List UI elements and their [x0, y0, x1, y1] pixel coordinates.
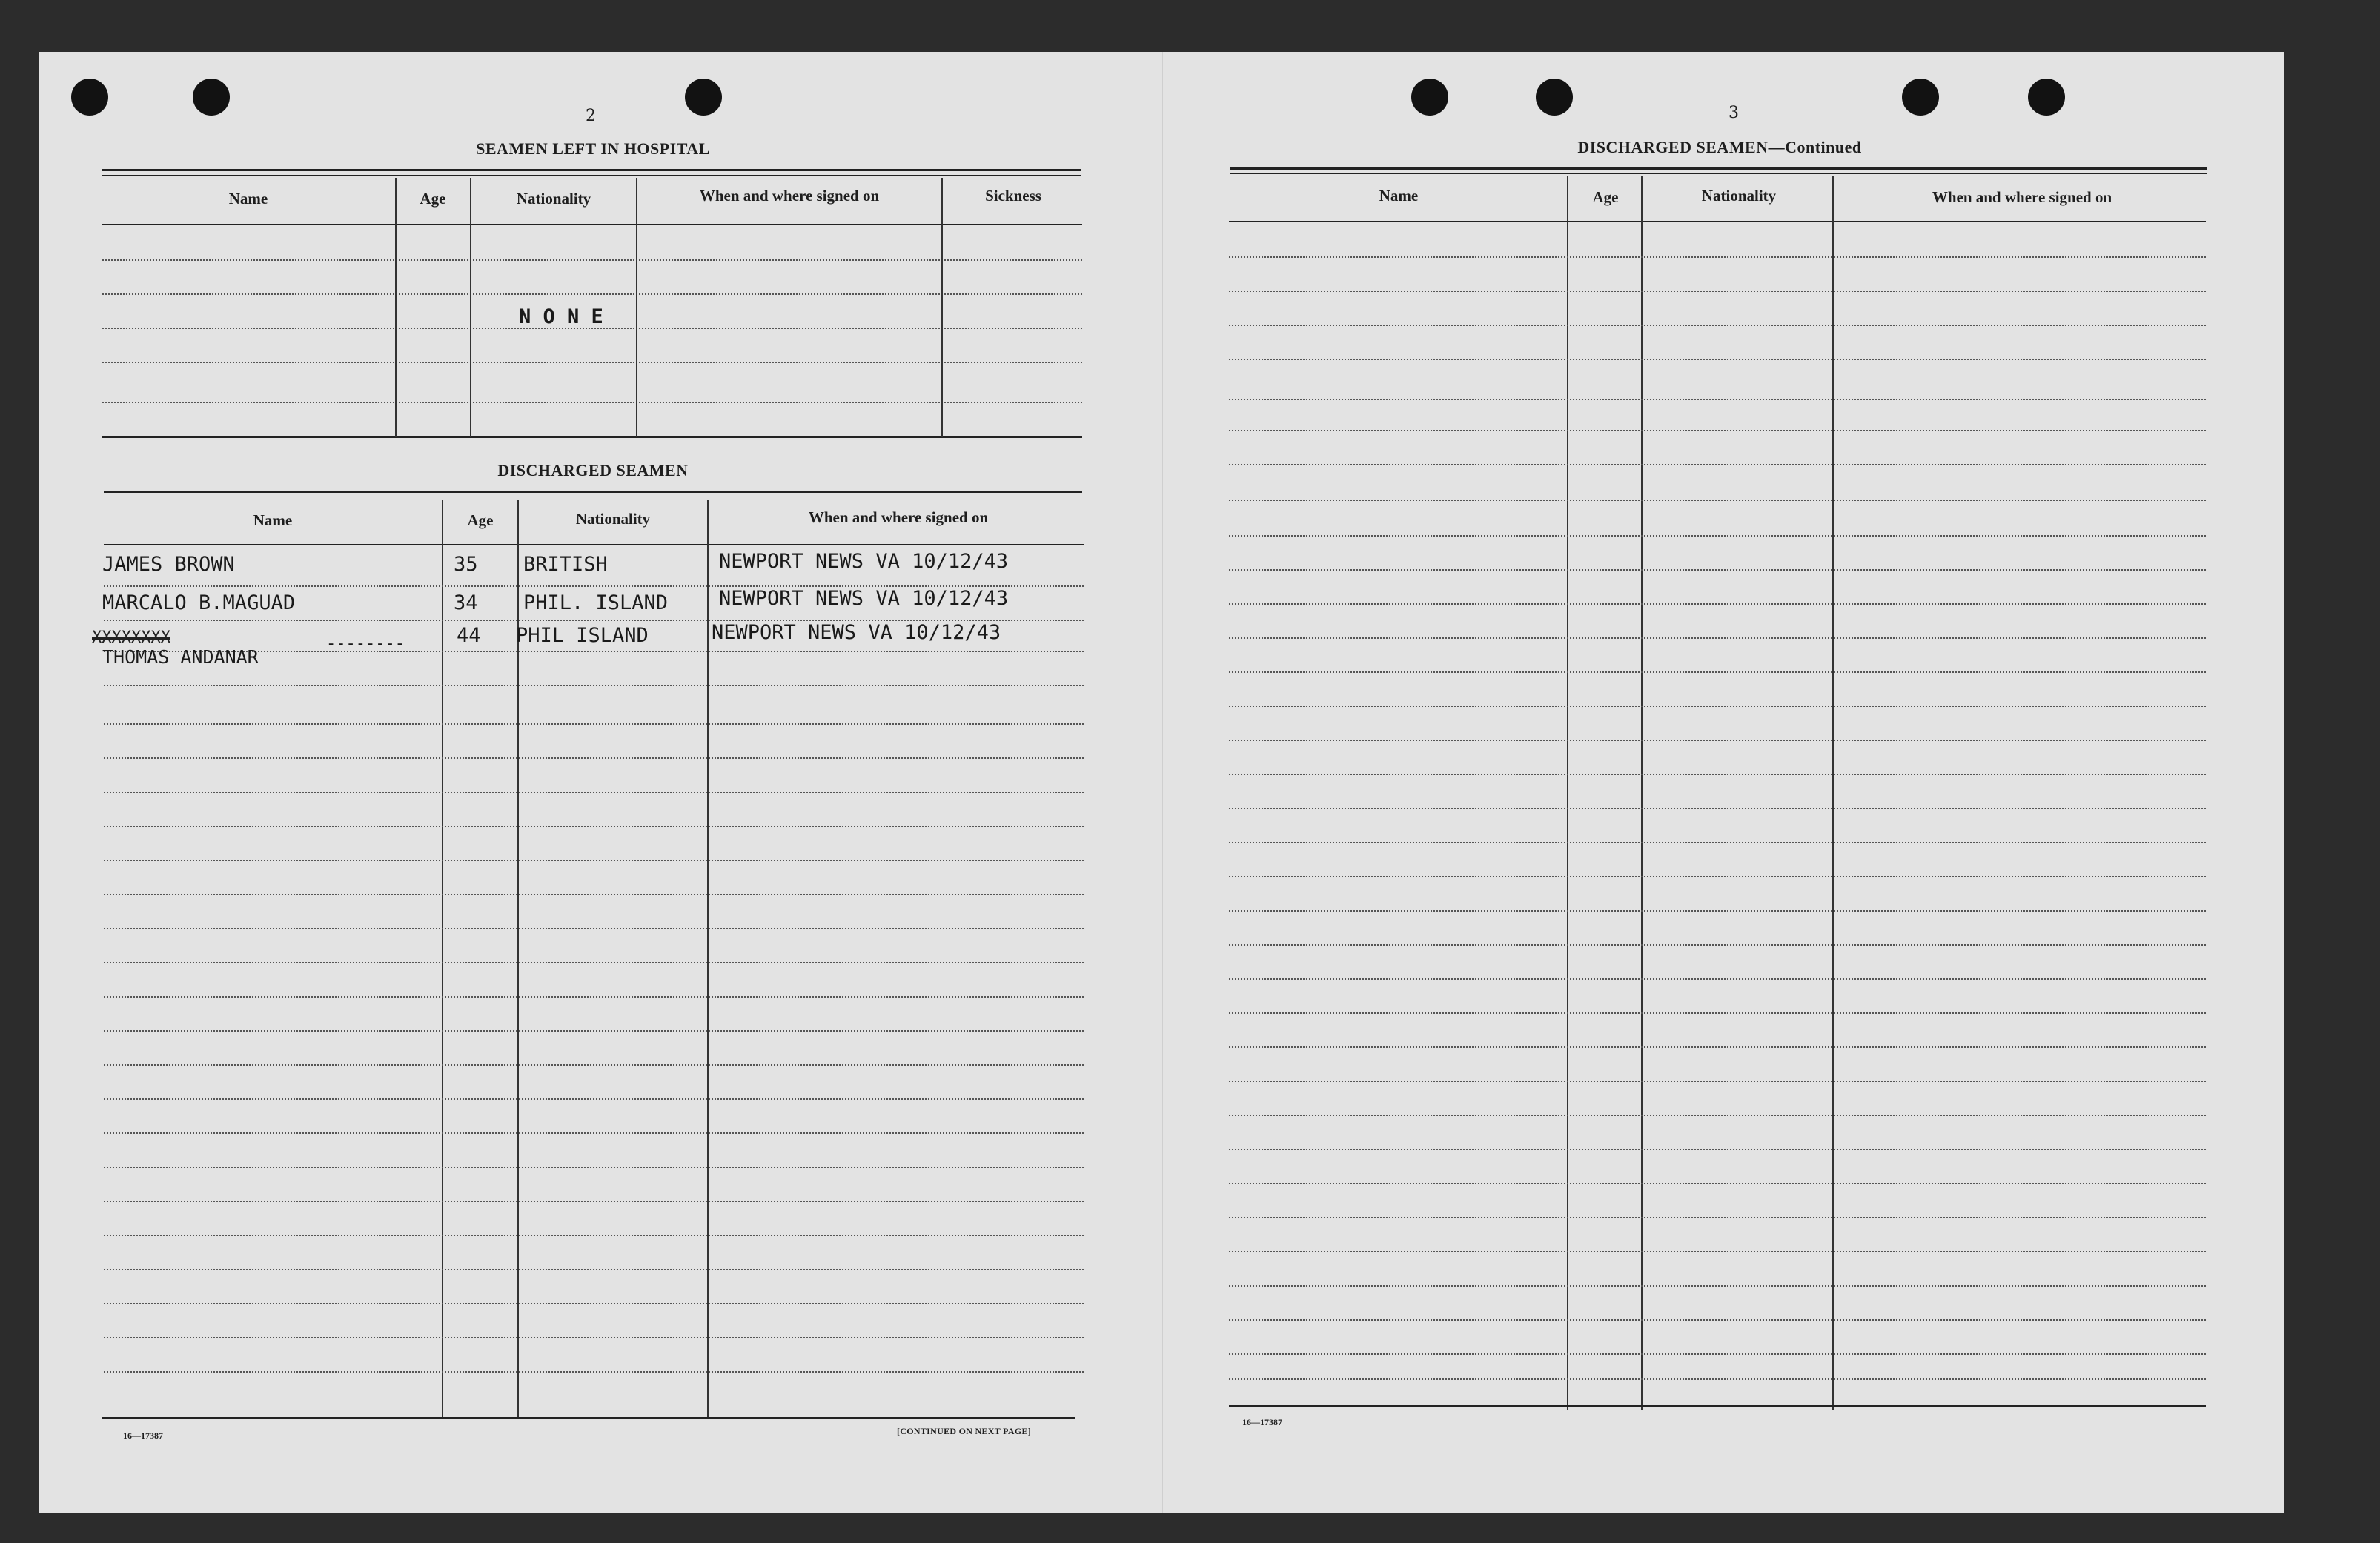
hospital-row-line [102, 362, 1082, 363]
punch-hole [1536, 79, 1573, 116]
hospital-row-line [102, 259, 1082, 261]
continued-row-line [1229, 1217, 2206, 1218]
page-fold [1162, 52, 1163, 1513]
continued-row-line [1229, 910, 2206, 912]
punch-hole [193, 79, 230, 116]
form-number: 16—17387 [1242, 1417, 1282, 1427]
continued-top-rule-thin [1230, 173, 2207, 174]
discharged-row-line [104, 1269, 1084, 1270]
continued-row-line [1229, 535, 2206, 537]
discharged-row-line [104, 792, 1084, 793]
continued-row-line [1229, 1353, 2206, 1355]
continued-row-line [1229, 706, 2206, 707]
hospital-top-rule-thin [102, 175, 1081, 176]
page-number: 3 [1728, 104, 1739, 122]
continued-row-line [1229, 1378, 2206, 1380]
continued-row-line [1229, 1319, 2206, 1321]
hospital-bottom-rule [102, 436, 1082, 438]
seaman-2-nationality: PHIL. ISLAND [523, 591, 669, 614]
discharged-row-line [104, 1098, 1084, 1100]
seaman-3-age: 44 [457, 624, 481, 647]
discharged-row-line [104, 1303, 1084, 1304]
discharged-col-signed-on: When and where signed on [808, 508, 989, 526]
hospital-row-line [102, 402, 1082, 403]
hospital-col-age: Age [420, 190, 446, 208]
punch-hole [1411, 79, 1448, 116]
hospital-col-nationality: Nationality [516, 190, 591, 208]
discharged-row-line [104, 1235, 1084, 1236]
punch-hole [2028, 79, 2065, 116]
punch-hole [71, 79, 108, 116]
seaman-1-nationality: BRITISH [523, 553, 608, 576]
hospital-col-signed-on: When and where signed on [699, 187, 880, 205]
continued-row-line [1229, 978, 2206, 980]
seaman-1-signed-on: NEWPORT NEWS VA 10/12/43 [719, 550, 1009, 573]
continued-row-line [1229, 1115, 2206, 1116]
continued-row-line [1229, 774, 2206, 775]
continued-row-line [1229, 291, 2206, 292]
continued-col-nationality: Nationality [1701, 187, 1777, 205]
discharged-row-line [104, 1132, 1084, 1134]
discharged-row-line [104, 1030, 1084, 1032]
continued-row-line [1229, 1081, 2206, 1082]
name-dash-fill: -------- [326, 634, 405, 653]
discharged-row-line [104, 894, 1084, 895]
continued-row-line [1229, 1012, 2206, 1014]
discharged-row-line [104, 757, 1084, 759]
punch-hole [685, 79, 722, 116]
seaman-3-name: THOMAS ANDANAR [102, 646, 259, 668]
continued-note: [CONTINUED ON NEXT PAGE] [897, 1426, 1032, 1436]
continued-row-line [1229, 1149, 2206, 1150]
continued-row-line [1229, 1183, 2206, 1184]
discharged-col-nationality: Nationality [575, 510, 651, 528]
discharged-row-line [104, 685, 1084, 686]
continued-row-line [1229, 359, 2206, 360]
continued-row-line [1229, 1251, 2206, 1252]
form-number: 16—17387 [123, 1430, 163, 1441]
continued-row-line [1229, 808, 2206, 809]
hospital-col-name: Name [228, 190, 268, 208]
discharged-col-divider [442, 500, 443, 1418]
continued-row-line [1229, 399, 2206, 400]
discharged-top-rule [104, 491, 1082, 493]
discharged-continued-title: DISCHARGED SEAMEN—Continued [1577, 138, 1862, 156]
discharged-col-divider [707, 500, 709, 1418]
continued-col-age: Age [1592, 188, 1619, 206]
continued-row-line [1229, 842, 2206, 843]
hospital-col-sickness: Sickness [985, 187, 1041, 205]
discharged-row-line [104, 1201, 1084, 1202]
continued-bottom-rule [1229, 1405, 2206, 1407]
continued-row-line [1229, 464, 2206, 465]
hospital-top-rule [102, 169, 1081, 171]
seaman-3-signed-on: NEWPORT NEWS VA 10/12/43 [712, 621, 1001, 644]
continued-row-line [1229, 671, 2206, 673]
continued-col-divider [1567, 176, 1568, 1410]
discharged-row-line [104, 723, 1084, 725]
discharged-row-line [104, 1337, 1084, 1338]
continued-row-line [1229, 876, 2206, 877]
continued-top-rule [1230, 167, 2207, 170]
hospital-col-divider [470, 178, 471, 437]
continued-row-line [1229, 1046, 2206, 1048]
hospital-row-line [102, 293, 1082, 295]
discharged-row-line [104, 996, 1084, 998]
page-number: 2 [586, 107, 596, 125]
continued-col-name: Name [1379, 187, 1419, 205]
punch-hole [1902, 79, 1939, 116]
continued-row-line [1229, 430, 2206, 431]
seaman-2-age: 34 [454, 591, 478, 614]
seaman-1-age: 35 [454, 553, 478, 576]
continued-col-divider [1832, 176, 1834, 1410]
hospital-none-entry: N O N E [519, 305, 603, 328]
continued-row-line [1229, 740, 2206, 741]
struck-out-name: XXXXXXXX [92, 628, 170, 647]
continued-row-line [1229, 256, 2206, 258]
left-page [39, 52, 1542, 1513]
continued-row-line [1229, 325, 2206, 326]
seaman-2-name: MARCALO B.MAGUAD [102, 591, 296, 614]
seaman-2-signed-on: NEWPORT NEWS VA 10/12/43 [719, 587, 1009, 610]
hospital-col-divider [636, 178, 637, 437]
continued-row-line [1229, 637, 2206, 639]
discharged-row-line [104, 1371, 1084, 1373]
discharged-bottom-rule [102, 1417, 1075, 1419]
discharged-row-line [104, 928, 1084, 929]
discharged-row-line [104, 1064, 1084, 1066]
continued-row-line [1229, 500, 2206, 501]
right-page-extension [1542, 52, 2284, 1513]
discharged-row-line [104, 826, 1084, 827]
seaman-1-name: JAMES BROWN [102, 553, 235, 576]
hospital-header-rule [102, 224, 1082, 225]
discharged-row-line [104, 1167, 1084, 1168]
hospital-col-divider [395, 178, 397, 437]
seaman-3-nationality: PHIL ISLAND [516, 624, 649, 647]
hospital-col-divider [941, 178, 943, 437]
continued-col-signed-on: When and where signed on [1932, 188, 2112, 206]
continued-row-line [1229, 944, 2206, 946]
hospital-section-title: SEAMEN LEFT IN HOSPITAL [476, 139, 710, 158]
discharged-row-line [104, 962, 1084, 963]
continued-row-line [1229, 603, 2206, 605]
discharged-col-name: Name [253, 511, 293, 529]
continued-row-line [1229, 1285, 2206, 1287]
discharged-section-title: DISCHARGED SEAMEN [497, 461, 689, 480]
continued-row-line [1229, 569, 2206, 571]
continued-col-divider [1641, 176, 1643, 1410]
discharged-header-rule [104, 544, 1084, 545]
discharged-col-age: Age [467, 511, 494, 529]
continued-header-rule [1229, 221, 2206, 222]
discharged-row-line [104, 860, 1084, 861]
